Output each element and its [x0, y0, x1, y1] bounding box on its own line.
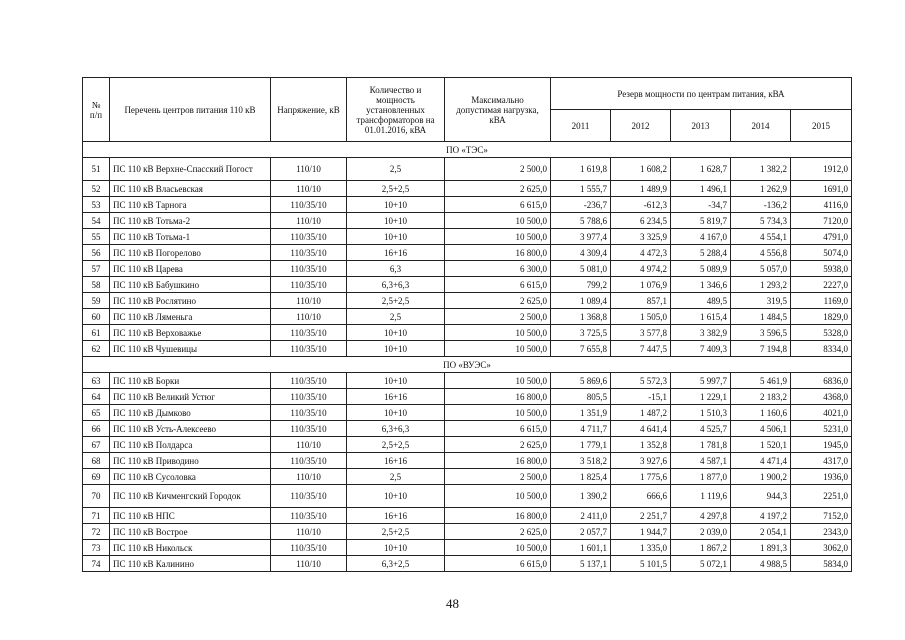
transformers-cell: 2,5+2,5 [347, 181, 445, 197]
reserve-cell: 4 587,1 [671, 453, 731, 469]
substation-name: ПС 110 кВ Рослятино [110, 293, 271, 309]
reserve-cell: 2 183,2 [731, 389, 791, 405]
table-row [83, 485, 852, 508]
reserve-cell: 5 788,6 [551, 213, 611, 229]
reserve-cell: 2 251,7 [611, 508, 671, 524]
maxload-cell: 10 500,0 [445, 341, 551, 357]
voltage-cell: 110/35/10 [271, 421, 347, 437]
row-number: 60 [83, 309, 110, 325]
row-number: 71 [83, 508, 110, 524]
transformers-cell: 16+16 [347, 245, 445, 261]
reserve-cell: 799,2 [551, 277, 611, 293]
reserve-cell: 3 927,6 [611, 453, 671, 469]
table-row [83, 309, 852, 325]
reserve-cell: 6 234,5 [611, 213, 671, 229]
transformers-cell: 6,3+6,3 [347, 421, 445, 437]
table-row [83, 213, 852, 229]
reserve-cell: 1 293,2 [731, 277, 791, 293]
substation-name: ПС 110 кВ Верхне-Спасский Погост [110, 158, 271, 181]
substation-name: ПС 110 кВ Тотьма-2 [110, 213, 271, 229]
reserve-cell: 4 711,7 [551, 421, 611, 437]
reserve-cell: 4116,0 [791, 197, 852, 213]
transformers-cell: 6,3 [347, 261, 445, 277]
voltage-cell: 110/10 [271, 293, 347, 309]
table-row [83, 421, 852, 437]
transformers-cell: 2,5 [347, 309, 445, 325]
voltage-cell: 110/10 [271, 524, 347, 540]
reserve-cell: -236,7 [551, 197, 611, 213]
table-row [83, 405, 852, 421]
reserve-cell: 1169,0 [791, 293, 852, 309]
row-number: 54 [83, 213, 110, 229]
maxload-cell: 6 615,0 [445, 421, 551, 437]
reserve-cell: 1 089,4 [551, 293, 611, 309]
row-number: 69 [83, 469, 110, 485]
row-number: 66 [83, 421, 110, 437]
voltage-cell: 110/35/10 [271, 261, 347, 277]
table-row [83, 277, 852, 293]
table-row [83, 556, 852, 572]
reserve-cell: 1 505,0 [611, 309, 671, 325]
reserve-cell: 6836,0 [791, 373, 852, 389]
voltage-cell: 110/35/10 [271, 277, 347, 293]
reserve-cell: 5 288,4 [671, 245, 731, 261]
row-number: 65 [83, 405, 110, 421]
reserve-cell: 3 977,4 [551, 229, 611, 245]
table-row [83, 158, 852, 181]
substation-name: ПС 110 кВ Тотьма-1 [110, 229, 271, 245]
row-number: 74 [83, 556, 110, 572]
voltage-cell: 110/35/10 [271, 540, 347, 556]
reserve-cell: 1936,0 [791, 469, 852, 485]
voltage-cell: 110/10 [271, 309, 347, 325]
maxload-cell: 2 625,0 [445, 437, 551, 453]
reserve-cell: 5 137,1 [551, 556, 611, 572]
reserve-cell: 5 734,3 [731, 213, 791, 229]
reserve-cell: 5 997,7 [671, 373, 731, 389]
reserve-cell: 2343,0 [791, 524, 852, 540]
substation-name: ПС 110 кВ Вострое [110, 524, 271, 540]
row-number: 63 [83, 373, 110, 389]
voltage-cell: 110/35/10 [271, 389, 347, 405]
reserve-cell: 7 655,8 [551, 341, 611, 357]
reserve-cell: 4 554,1 [731, 229, 791, 245]
reserve-cell: 2227,0 [791, 277, 852, 293]
section-title: ПО «ТЭС» [83, 142, 852, 158]
table-row [83, 373, 852, 389]
transformers-cell: 6,3+6,3 [347, 277, 445, 293]
header-voltage: Напряжение, кВ [271, 78, 347, 142]
reserve-cell: 4 641,4 [611, 421, 671, 437]
voltage-cell: 110/10 [271, 213, 347, 229]
voltage-cell: 110/35/10 [271, 197, 347, 213]
section-row [83, 142, 852, 158]
row-number: 55 [83, 229, 110, 245]
reserve-cell: 4 506,1 [731, 421, 791, 437]
reserve-cell: 1 619,8 [551, 158, 611, 181]
row-number: 57 [83, 261, 110, 277]
header-transformers: Количество и мощность установленных трансформаторов на 01.01.2016, кВА [347, 78, 445, 142]
voltage-cell: 110/35/10 [271, 453, 347, 469]
row-number: 53 [83, 197, 110, 213]
row-number: 68 [83, 453, 110, 469]
reserve-cell: 1 628,7 [671, 158, 731, 181]
header-year: 2013 [671, 110, 731, 142]
reserve-cell: 1912,0 [791, 158, 852, 181]
reserve-cell: 7152,0 [791, 508, 852, 524]
transformers-cell: 16+16 [347, 453, 445, 469]
transformers-cell: 2,5+2,5 [347, 524, 445, 540]
reserve-cell: 1 368,8 [551, 309, 611, 325]
reserve-cell: 4317,0 [791, 453, 852, 469]
reserve-cell: 1 825,4 [551, 469, 611, 485]
transformers-cell: 10+10 [347, 405, 445, 421]
reserve-cell: 5 081,0 [551, 261, 611, 277]
reserve-cell: 4 167,0 [671, 229, 731, 245]
reserve-cell: 1 346,6 [671, 277, 731, 293]
reserve-cell: 1 775,6 [611, 469, 671, 485]
transformers-cell: 10+10 [347, 485, 445, 508]
reserve-cell: 5 572,3 [611, 373, 671, 389]
row-number: 70 [83, 485, 110, 508]
substation-name: ПС 110 кВ Приводино [110, 453, 271, 469]
maxload-cell: 16 800,0 [445, 389, 551, 405]
row-number: 61 [83, 325, 110, 341]
reserve-cell: 7120,0 [791, 213, 852, 229]
table-row [83, 540, 852, 556]
reserve-cell: 1 076,9 [611, 277, 671, 293]
substation-name: ПС 110 кВ Калинино [110, 556, 271, 572]
reserve-cell: 1 900,2 [731, 469, 791, 485]
reserve-cell: 1 781,8 [671, 437, 731, 453]
reserve-cell: 3 596,5 [731, 325, 791, 341]
reserve-cell: 7 409,3 [671, 341, 731, 357]
reserve-cell: 4 974,2 [611, 261, 671, 277]
maxload-cell: 10 500,0 [445, 540, 551, 556]
transformers-cell: 16+16 [347, 389, 445, 405]
reserve-cell: 1 496,1 [671, 181, 731, 197]
reserve-cell: 1691,0 [791, 181, 852, 197]
voltage-cell: 110/35/10 [271, 229, 347, 245]
reserve-cell: 3 577,8 [611, 325, 671, 341]
maxload-cell: 6 615,0 [445, 277, 551, 293]
reserve-cell: 1829,0 [791, 309, 852, 325]
voltage-cell: 110/35/10 [271, 325, 347, 341]
table-row [83, 508, 852, 524]
reserve-cell: 1945,0 [791, 437, 852, 453]
reserve-cell: 4368,0 [791, 389, 852, 405]
header-year: 2015 [791, 110, 852, 142]
maxload-cell: 2 625,0 [445, 181, 551, 197]
reserve-cell: 8334,0 [791, 341, 852, 357]
reserve-cell: -136,2 [731, 197, 791, 213]
header-name: Перечень центров питания 110 кВ [110, 78, 271, 142]
transformers-cell: 2,5+2,5 [347, 437, 445, 453]
voltage-cell: 110/35/10 [271, 245, 347, 261]
reserve-cell: 1 608,2 [611, 158, 671, 181]
reserve-table [82, 77, 852, 572]
header-year: 2012 [611, 110, 671, 142]
section-title: ПО «ВУЭС» [83, 357, 852, 373]
reserve-cell: 3 518,2 [551, 453, 611, 469]
reserve-cell: 4 525,7 [671, 421, 731, 437]
row-number: 52 [83, 181, 110, 197]
row-number: 56 [83, 245, 110, 261]
reserve-cell: 5 819,7 [671, 213, 731, 229]
substation-name: ПС 110 кВ Дымково [110, 405, 271, 421]
transformers-cell: 2,5 [347, 469, 445, 485]
voltage-cell: 110/10 [271, 437, 347, 453]
reserve-cell: 4 471,4 [731, 453, 791, 469]
maxload-cell: 10 500,0 [445, 373, 551, 389]
reserve-cell: 1 352,8 [611, 437, 671, 453]
table-row [83, 453, 852, 469]
maxload-cell: 2 500,0 [445, 469, 551, 485]
row-number: 64 [83, 389, 110, 405]
substation-name: ПС 110 кВ Полдарса [110, 437, 271, 453]
page-number: 48 [446, 596, 459, 611]
reserve-cell: 5 089,9 [671, 261, 731, 277]
substation-name: ПС 110 кВ Сусоловка [110, 469, 271, 485]
reserve-cell: 5 101,5 [611, 556, 671, 572]
reserve-cell: 1 615,4 [671, 309, 731, 325]
table-row [83, 293, 852, 309]
reserve-cell: 4021,0 [791, 405, 852, 421]
reserve-cell: 7 447,5 [611, 341, 671, 357]
table-row [83, 197, 852, 213]
reserve-cell: 4 309,4 [551, 245, 611, 261]
reserve-cell: 5 869,6 [551, 373, 611, 389]
maxload-cell: 2 500,0 [445, 158, 551, 181]
maxload-cell: 10 500,0 [445, 213, 551, 229]
reserve-cell: 3 382,9 [671, 325, 731, 341]
substation-name: ПС 110 кВ Царева [110, 261, 271, 277]
maxload-cell: 10 500,0 [445, 229, 551, 245]
reserve-cell: 4 197,2 [731, 508, 791, 524]
transformers-cell: 10+10 [347, 341, 445, 357]
reserve-cell: 857,1 [611, 293, 671, 309]
transformers-cell: 10+10 [347, 197, 445, 213]
maxload-cell: 10 500,0 [445, 325, 551, 341]
maxload-cell: 6 615,0 [445, 197, 551, 213]
voltage-cell: 110/35/10 [271, 373, 347, 389]
reserve-cell: 1 229,1 [671, 389, 731, 405]
reserve-cell: 5 057,0 [731, 261, 791, 277]
reserve-cell: 1 944,7 [611, 524, 671, 540]
reserve-cell: 3 325,9 [611, 229, 671, 245]
voltage-cell: 110/35/10 [271, 485, 347, 508]
reserve-cell: 5074,0 [791, 245, 852, 261]
header-reserve: Резерв мощности по центрам питания, кВА [551, 78, 852, 110]
substation-name: ПС 110 кВ Никольск [110, 540, 271, 556]
reserve-cell: 1 382,2 [731, 158, 791, 181]
reserve-cell: 3 725,5 [551, 325, 611, 341]
voltage-cell: 110/10 [271, 469, 347, 485]
section-row [83, 357, 852, 373]
table-row [83, 325, 852, 341]
reserve-cell: 1 601,1 [551, 540, 611, 556]
voltage-cell: 110/35/10 [271, 508, 347, 524]
maxload-cell: 16 800,0 [445, 245, 551, 261]
maxload-cell: 16 800,0 [445, 508, 551, 524]
voltage-cell: 110/10 [271, 556, 347, 572]
reserve-cell: 4 556,8 [731, 245, 791, 261]
reserve-cell: 1 262,9 [731, 181, 791, 197]
voltage-cell: 110/10 [271, 181, 347, 197]
header-year: 2011 [551, 110, 611, 142]
reserve-cell: 1 489,9 [611, 181, 671, 197]
transformers-cell: 10+10 [347, 213, 445, 229]
reserve-cell: 1 877,0 [671, 469, 731, 485]
substation-name: ПС 110 кВ Великий Устюг [110, 389, 271, 405]
maxload-cell: 2 625,0 [445, 293, 551, 309]
reserve-cell: 666,6 [611, 485, 671, 508]
voltage-cell: 110/35/10 [271, 341, 347, 357]
reserve-cell: 4791,0 [791, 229, 852, 245]
reserve-cell: 5328,0 [791, 325, 852, 341]
reserve-cell: 1 484,5 [731, 309, 791, 325]
header-year: 2014 [731, 110, 791, 142]
reserve-cell: 1 779,1 [551, 437, 611, 453]
reserve-cell: 2 054,1 [731, 524, 791, 540]
reserve-table-container [82, 77, 852, 572]
table-row [83, 437, 852, 453]
reserve-cell: 5834,0 [791, 556, 852, 572]
reserve-cell: 5938,0 [791, 261, 852, 277]
maxload-cell: 10 500,0 [445, 405, 551, 421]
reserve-cell: 1 487,2 [611, 405, 671, 421]
maxload-cell: 6 615,0 [445, 556, 551, 572]
reserve-cell: 319,5 [731, 293, 791, 309]
reserve-cell: 2251,0 [791, 485, 852, 508]
row-number: 67 [83, 437, 110, 453]
reserve-cell: 4 472,3 [611, 245, 671, 261]
reserve-cell: 1 520,1 [731, 437, 791, 453]
transformers-cell: 10+10 [347, 373, 445, 389]
reserve-cell: 3062,0 [791, 540, 852, 556]
substation-name: ПС 110 кВ Власьевская [110, 181, 271, 197]
table-row [83, 261, 852, 277]
maxload-cell: 10 500,0 [445, 485, 551, 508]
table-row [83, 524, 852, 540]
reserve-cell: 1 867,2 [671, 540, 731, 556]
reserve-cell: 2 411,0 [551, 508, 611, 524]
transformers-cell: 10+10 [347, 325, 445, 341]
substation-name: ПС 110 кВ Ляменьга [110, 309, 271, 325]
row-number: 73 [83, 540, 110, 556]
header-num: № п/п [83, 78, 110, 142]
reserve-cell: 4 297,8 [671, 508, 731, 524]
reserve-cell: 2 039,0 [671, 524, 731, 540]
reserve-cell: -612,3 [611, 197, 671, 213]
table-row [83, 341, 852, 357]
transformers-cell: 10+10 [347, 540, 445, 556]
substation-name: ПС 110 кВ Усть-Алексеево [110, 421, 271, 437]
row-number: 62 [83, 341, 110, 357]
reserve-cell: -15,1 [611, 389, 671, 405]
substation-name: ПС 110 кВ Борки [110, 373, 271, 389]
substation-name: ПС 110 кВ Кичменгский Городок [110, 485, 271, 508]
table-body [83, 142, 852, 572]
reserve-cell: 5 072,1 [671, 556, 731, 572]
reserve-cell: 5231,0 [791, 421, 852, 437]
transformers-cell: 10+10 [347, 229, 445, 245]
reserve-cell: 1 510,3 [671, 405, 731, 421]
substation-name: ПС 110 кВ Бабушкино [110, 277, 271, 293]
maxload-cell: 6 300,0 [445, 261, 551, 277]
row-number: 51 [83, 158, 110, 181]
voltage-cell: 110/35/10 [271, 405, 347, 421]
substation-name: ПС 110 кВ НПС [110, 508, 271, 524]
row-number: 58 [83, 277, 110, 293]
substation-name: ПС 110 кВ Чушевицы [110, 341, 271, 357]
table-row [83, 229, 852, 245]
transformers-cell: 6,3+2,5 [347, 556, 445, 572]
maxload-cell: 2 625,0 [445, 524, 551, 540]
transformers-cell: 16+16 [347, 508, 445, 524]
reserve-cell: 1 555,7 [551, 181, 611, 197]
header-maxload: Максимально допустимая нагрузка, кВА [445, 78, 551, 142]
maxload-cell: 16 800,0 [445, 453, 551, 469]
table-row [83, 469, 852, 485]
voltage-cell: 110/10 [271, 158, 347, 181]
table-row [83, 245, 852, 261]
reserve-cell: 1 390,2 [551, 485, 611, 508]
reserve-cell: 1 891,3 [731, 540, 791, 556]
maxload-cell: 2 500,0 [445, 309, 551, 325]
substation-name: ПС 110 кВ Тарнога [110, 197, 271, 213]
substation-name: ПС 110 кВ Погорелово [110, 245, 271, 261]
reserve-cell: 1 335,0 [611, 540, 671, 556]
reserve-cell: 7 194,8 [731, 341, 791, 357]
reserve-cell: 1 160,6 [731, 405, 791, 421]
reserve-cell: -34,7 [671, 197, 731, 213]
substation-name: ПС 110 кВ Верховажье [110, 325, 271, 341]
table-row [83, 389, 852, 405]
reserve-cell: 4 988,5 [731, 556, 791, 572]
reserve-cell: 5 461,9 [731, 373, 791, 389]
reserve-cell: 1 119,6 [671, 485, 731, 508]
transformers-cell: 2,5+2,5 [347, 293, 445, 309]
row-number: 59 [83, 293, 110, 309]
transformers-cell: 2,5 [347, 158, 445, 181]
row-number: 72 [83, 524, 110, 540]
reserve-cell: 944,3 [731, 485, 791, 508]
reserve-cell: 2 057,7 [551, 524, 611, 540]
reserve-cell: 489,5 [671, 293, 731, 309]
table-row [83, 181, 852, 197]
reserve-cell: 805,5 [551, 389, 611, 405]
reserve-cell: 1 351,9 [551, 405, 611, 421]
